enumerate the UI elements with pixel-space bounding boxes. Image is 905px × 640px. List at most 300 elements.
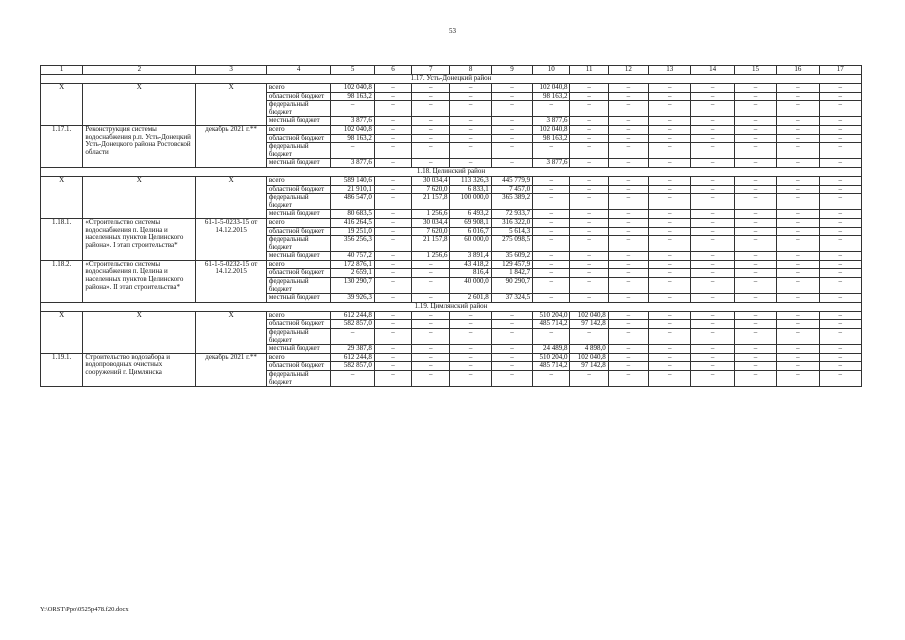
amount-cell: – bbox=[777, 185, 819, 194]
amount-cell: 37 324,5 bbox=[491, 294, 532, 303]
amount-cell: – bbox=[570, 101, 608, 117]
amount-cell: 485 714,2 bbox=[533, 320, 570, 329]
amount-cell: – bbox=[649, 143, 691, 159]
amount-cell: – bbox=[819, 117, 861, 126]
amount-cell: – bbox=[649, 159, 691, 168]
table-row bbox=[41, 125, 862, 134]
budget-source-label: всего bbox=[266, 125, 331, 134]
amount-cell: – bbox=[374, 353, 411, 362]
amount-cell: 485 714,2 bbox=[533, 362, 570, 371]
budget-source-label: областной бюджет bbox=[266, 92, 331, 101]
budget-source-label: областной бюджет bbox=[266, 185, 331, 194]
amount-cell: 1 842,7 bbox=[491, 269, 532, 278]
amount-cell: 21 157,8 bbox=[412, 236, 450, 252]
column-number-cell: 7 bbox=[412, 66, 450, 75]
amount-cell: – bbox=[608, 194, 648, 210]
column-number-cell: 4 bbox=[266, 66, 331, 75]
amount-cell: 35 609,2 bbox=[491, 252, 532, 261]
amount-cell: – bbox=[450, 125, 491, 134]
amount-cell: 172 876,1 bbox=[331, 260, 374, 269]
amount-cell: – bbox=[777, 236, 819, 252]
budget-table bbox=[40, 65, 862, 387]
amount-cell: – bbox=[819, 159, 861, 168]
amount-cell: – bbox=[608, 125, 648, 134]
budget-source-label: местный бюджет bbox=[266, 117, 331, 126]
amount-cell: – bbox=[570, 176, 608, 185]
amount-cell: – bbox=[777, 210, 819, 219]
amount-cell: – bbox=[374, 311, 411, 320]
amount-cell: – bbox=[374, 159, 411, 168]
table-row bbox=[41, 218, 862, 227]
amount-cell: – bbox=[570, 84, 608, 93]
item-name: Строительство водозабора и водопроводных очистных сооружений г. Цимлянска bbox=[83, 353, 196, 386]
budget-source-label: федеральный бюджет bbox=[266, 371, 331, 387]
amount-cell: – bbox=[412, 260, 450, 269]
amount-cell: – bbox=[734, 159, 776, 168]
amount-cell: – bbox=[570, 329, 608, 345]
item-number: 1.17.1. bbox=[41, 125, 83, 167]
amount-cell: – bbox=[734, 101, 776, 117]
budget-source-label: федеральный бюджет bbox=[266, 236, 331, 252]
amount-cell: – bbox=[450, 134, 491, 143]
district-title: 1.17. Усть-Донецкий район bbox=[41, 75, 862, 84]
amount-cell: – bbox=[608, 353, 648, 362]
amount-cell: – bbox=[691, 252, 734, 261]
amount-cell: – bbox=[491, 345, 532, 354]
amount-cell: – bbox=[608, 371, 648, 387]
amount-cell: – bbox=[734, 125, 776, 134]
amount-cell: – bbox=[777, 329, 819, 345]
amount-cell: – bbox=[533, 294, 570, 303]
column-number-cell: 6 bbox=[374, 66, 411, 75]
item-name: «Строительство системы водоснабжения п. Целина и населенных пунктов Целинского района». II этап строительства* bbox=[83, 260, 196, 302]
amount-cell: 2 601,8 bbox=[450, 294, 491, 303]
item-number: 1.18.2. bbox=[41, 260, 83, 302]
amount-cell: – bbox=[570, 260, 608, 269]
amount-cell: – bbox=[608, 101, 648, 117]
amount-cell: – bbox=[691, 269, 734, 278]
amount-cell: – bbox=[491, 353, 532, 362]
item-number: 1.18.1. bbox=[41, 218, 83, 260]
amount-cell: – bbox=[734, 117, 776, 126]
item-document: декабрь 2021 г.** bbox=[196, 125, 267, 167]
amount-cell: – bbox=[450, 345, 491, 354]
amount-cell: – bbox=[649, 371, 691, 387]
amount-cell: – bbox=[374, 125, 411, 134]
amount-cell: 129 457,9 bbox=[491, 260, 532, 269]
amount-cell: – bbox=[570, 269, 608, 278]
item-document: декабрь 2021 г.** bbox=[196, 353, 267, 386]
amount-cell: – bbox=[777, 92, 819, 101]
amount-cell: 97 142,8 bbox=[570, 362, 608, 371]
amount-cell: – bbox=[450, 101, 491, 117]
amount-cell: – bbox=[533, 278, 570, 294]
column-number-cell: 2 bbox=[83, 66, 196, 75]
amount-cell: – bbox=[608, 117, 648, 126]
amount-cell: – bbox=[777, 294, 819, 303]
amount-cell: – bbox=[374, 134, 411, 143]
amount-cell: 98 163,2 bbox=[533, 92, 570, 101]
amount-cell: – bbox=[374, 101, 411, 117]
amount-cell: 3 877,6 bbox=[533, 159, 570, 168]
amount-cell: – bbox=[533, 218, 570, 227]
amount-cell: – bbox=[374, 320, 411, 329]
amount-cell: – bbox=[691, 294, 734, 303]
amount-cell: 130 290,7 bbox=[331, 278, 374, 294]
column-number-cell: 12 bbox=[608, 66, 648, 75]
item-document: X bbox=[196, 84, 267, 126]
amount-cell: – bbox=[412, 101, 450, 117]
amount-cell: – bbox=[734, 269, 776, 278]
column-number-cell: 11 bbox=[570, 66, 608, 75]
amount-cell: – bbox=[819, 92, 861, 101]
amount-cell: 98 163,2 bbox=[331, 134, 374, 143]
amount-cell: 510 204,0 bbox=[533, 311, 570, 320]
district-section-row bbox=[41, 75, 862, 84]
amount-cell: 5 614,3 bbox=[491, 227, 532, 236]
amount-cell: – bbox=[649, 353, 691, 362]
amount-cell: 24 489,8 bbox=[533, 345, 570, 354]
amount-cell: 100 000,0 bbox=[450, 194, 491, 210]
amount-cell: – bbox=[608, 143, 648, 159]
amount-cell: – bbox=[777, 84, 819, 93]
amount-cell: – bbox=[533, 143, 570, 159]
amount-cell: – bbox=[649, 252, 691, 261]
budget-source-label: областной бюджет bbox=[266, 362, 331, 371]
budget-source-label: областной бюджет bbox=[266, 134, 331, 143]
amount-cell: – bbox=[412, 371, 450, 387]
item-name: Реконструкция системы водоснабжения р.п. Усть-Донецкий Усть-Донецкого района Ростовской области bbox=[83, 125, 196, 167]
amount-cell: – bbox=[412, 345, 450, 354]
amount-cell: – bbox=[450, 353, 491, 362]
amount-cell: – bbox=[374, 252, 411, 261]
amount-cell: – bbox=[777, 117, 819, 126]
amount-cell: 416 264,5 bbox=[331, 218, 374, 227]
budget-source-label: всего bbox=[266, 260, 331, 269]
amount-cell: – bbox=[734, 353, 776, 362]
amount-cell: 102 040,8 bbox=[331, 125, 374, 134]
amount-cell: 40 000,0 bbox=[450, 278, 491, 294]
amount-cell: – bbox=[649, 269, 691, 278]
amount-cell: – bbox=[608, 185, 648, 194]
amount-cell: – bbox=[412, 125, 450, 134]
amount-cell: – bbox=[691, 125, 734, 134]
amount-cell: 6 016,7 bbox=[450, 227, 491, 236]
amount-cell: 6 833,1 bbox=[450, 185, 491, 194]
amount-cell: 612 244,8 bbox=[331, 353, 374, 362]
amount-cell: 510 204,0 bbox=[533, 353, 570, 362]
amount-cell: – bbox=[491, 143, 532, 159]
column-number-cell: 14 bbox=[691, 66, 734, 75]
district-section-row bbox=[41, 302, 862, 311]
amount-cell: – bbox=[570, 278, 608, 294]
amount-cell: – bbox=[649, 345, 691, 354]
amount-cell: – bbox=[819, 84, 861, 93]
amount-cell: – bbox=[491, 362, 532, 371]
amount-cell: – bbox=[374, 194, 411, 210]
table-row bbox=[41, 311, 862, 320]
budget-source-label: областной бюджет bbox=[266, 227, 331, 236]
amount-cell: 6 493,2 bbox=[450, 210, 491, 219]
amount-cell: – bbox=[608, 311, 648, 320]
amount-cell: – bbox=[691, 210, 734, 219]
amount-cell: 612 244,8 bbox=[331, 311, 374, 320]
column-number-cell: 8 bbox=[450, 66, 491, 75]
amount-cell: – bbox=[608, 176, 648, 185]
item-document: 61-1-5-0232-15 от 14.12.2015 bbox=[196, 260, 267, 302]
amount-cell: – bbox=[570, 252, 608, 261]
amount-cell: 40 757,2 bbox=[331, 252, 374, 261]
column-number-cell: 13 bbox=[649, 66, 691, 75]
column-number-cell: 1 bbox=[41, 66, 83, 75]
amount-cell: – bbox=[691, 353, 734, 362]
amount-cell: – bbox=[570, 218, 608, 227]
amount-cell: – bbox=[777, 371, 819, 387]
amount-cell: – bbox=[734, 84, 776, 93]
amount-cell: – bbox=[819, 236, 861, 252]
amount-cell: – bbox=[570, 185, 608, 194]
amount-cell: – bbox=[450, 84, 491, 93]
amount-cell: – bbox=[412, 294, 450, 303]
amount-cell: – bbox=[412, 362, 450, 371]
amount-cell: – bbox=[777, 345, 819, 354]
amount-cell: 60 000,0 bbox=[450, 236, 491, 252]
item-document: 61-1-5-0233-15 от 14.12.2015 bbox=[196, 218, 267, 260]
amount-cell: – bbox=[649, 294, 691, 303]
amount-cell: – bbox=[374, 210, 411, 219]
budget-source-label: областной бюджет bbox=[266, 320, 331, 329]
amount-cell: 113 326,3 bbox=[450, 176, 491, 185]
amount-cell: 69 908,1 bbox=[450, 218, 491, 227]
amount-cell: – bbox=[450, 320, 491, 329]
amount-cell: 2 659,1 bbox=[331, 269, 374, 278]
amount-cell: – bbox=[819, 294, 861, 303]
amount-cell: 582 857,0 bbox=[331, 362, 374, 371]
budget-source-label: федеральный бюджет bbox=[266, 101, 331, 117]
amount-cell: – bbox=[734, 194, 776, 210]
amount-cell: – bbox=[649, 117, 691, 126]
amount-cell: – bbox=[819, 278, 861, 294]
amount-cell: – bbox=[777, 252, 819, 261]
budget-source-label: федеральный бюджет bbox=[266, 329, 331, 345]
amount-cell: – bbox=[374, 227, 411, 236]
amount-cell: 21 910,1 bbox=[331, 185, 374, 194]
amount-cell: – bbox=[734, 176, 776, 185]
amount-cell: – bbox=[691, 311, 734, 320]
amount-cell: – bbox=[819, 353, 861, 362]
amount-cell: – bbox=[412, 117, 450, 126]
amount-cell: – bbox=[450, 329, 491, 345]
amount-cell: – bbox=[649, 210, 691, 219]
amount-cell: – bbox=[374, 236, 411, 252]
amount-cell: – bbox=[691, 278, 734, 294]
column-number-cell: 3 bbox=[196, 66, 267, 75]
amount-cell: 98 163,2 bbox=[533, 134, 570, 143]
amount-cell: – bbox=[412, 311, 450, 320]
amount-cell: – bbox=[533, 227, 570, 236]
footer-filepath: Y:\ORST\Ppo\0525p478.f20.docx bbox=[40, 606, 129, 613]
amount-cell: 589 140,6 bbox=[331, 176, 374, 185]
amount-cell: 7 457,0 bbox=[491, 185, 532, 194]
amount-cell: 102 040,8 bbox=[570, 311, 608, 320]
amount-cell: – bbox=[691, 134, 734, 143]
amount-cell: – bbox=[533, 210, 570, 219]
amount-cell: – bbox=[691, 194, 734, 210]
amount-cell: – bbox=[691, 236, 734, 252]
page-number: 53 bbox=[449, 27, 456, 35]
amount-cell: 356 256,3 bbox=[331, 236, 374, 252]
amount-cell: – bbox=[608, 236, 648, 252]
amount-cell: 3 891,4 bbox=[450, 252, 491, 261]
amount-cell: – bbox=[412, 269, 450, 278]
amount-cell: – bbox=[777, 278, 819, 294]
amount-cell: 72 933,7 bbox=[491, 210, 532, 219]
amount-cell: – bbox=[819, 329, 861, 345]
amount-cell: – bbox=[608, 362, 648, 371]
amount-cell: – bbox=[374, 362, 411, 371]
amount-cell: – bbox=[819, 320, 861, 329]
amount-cell: – bbox=[734, 362, 776, 371]
amount-cell: – bbox=[649, 101, 691, 117]
amount-cell: – bbox=[819, 362, 861, 371]
amount-cell: – bbox=[374, 218, 411, 227]
amount-cell: – bbox=[570, 210, 608, 219]
amount-cell: – bbox=[570, 143, 608, 159]
amount-cell: – bbox=[608, 134, 648, 143]
amount-cell: – bbox=[777, 311, 819, 320]
budget-source-label: всего bbox=[266, 353, 331, 362]
budget-source-label: федеральный бюджет bbox=[266, 143, 331, 159]
amount-cell: 7 620,0 bbox=[412, 227, 450, 236]
amount-cell: – bbox=[570, 227, 608, 236]
budget-source-label: местный бюджет bbox=[266, 294, 331, 303]
column-number-header bbox=[41, 66, 862, 75]
amount-cell: – bbox=[491, 101, 532, 117]
amount-cell: – bbox=[649, 227, 691, 236]
amount-cell: – bbox=[649, 194, 691, 210]
table-row bbox=[41, 176, 862, 185]
amount-cell: – bbox=[734, 185, 776, 194]
amount-cell: – bbox=[777, 134, 819, 143]
amount-cell: 43 418,2 bbox=[450, 260, 491, 269]
amount-cell: – bbox=[691, 320, 734, 329]
amount-cell: – bbox=[819, 311, 861, 320]
item-document: X bbox=[196, 311, 267, 353]
district-title: 1.19. Цимлянский район bbox=[41, 302, 862, 311]
amount-cell: – bbox=[819, 185, 861, 194]
amount-cell: – bbox=[734, 218, 776, 227]
amount-cell: – bbox=[412, 329, 450, 345]
amount-cell: – bbox=[374, 143, 411, 159]
amount-cell: – bbox=[374, 269, 411, 278]
amount-cell: – bbox=[649, 218, 691, 227]
amount-cell: 365 389,2 bbox=[491, 194, 532, 210]
amount-cell: 80 683,5 bbox=[331, 210, 374, 219]
amount-cell: 3 877,6 bbox=[331, 159, 374, 168]
amount-cell: – bbox=[608, 227, 648, 236]
amount-cell: – bbox=[777, 260, 819, 269]
amount-cell: – bbox=[608, 260, 648, 269]
amount-cell: – bbox=[570, 117, 608, 126]
amount-cell: – bbox=[608, 269, 648, 278]
district-title: 1.18. Целинский район bbox=[41, 167, 862, 176]
amount-cell: – bbox=[491, 311, 532, 320]
amount-cell: – bbox=[734, 236, 776, 252]
amount-cell: 29 387,8 bbox=[331, 345, 374, 354]
amount-cell: – bbox=[412, 92, 450, 101]
amount-cell: – bbox=[450, 362, 491, 371]
amount-cell: – bbox=[691, 260, 734, 269]
amount-cell: – bbox=[570, 236, 608, 252]
amount-cell: – bbox=[412, 320, 450, 329]
amount-cell: – bbox=[734, 210, 776, 219]
column-number-cell: 17 bbox=[819, 66, 861, 75]
district-section-row bbox=[41, 167, 862, 176]
table-row bbox=[41, 260, 862, 269]
item-document: X bbox=[196, 176, 267, 218]
amount-cell: – bbox=[734, 252, 776, 261]
amount-cell: – bbox=[412, 278, 450, 294]
amount-cell: – bbox=[450, 371, 491, 387]
budget-source-label: местный бюджет bbox=[266, 345, 331, 354]
amount-cell: – bbox=[450, 117, 491, 126]
amount-cell: 275 098,5 bbox=[491, 236, 532, 252]
amount-cell: – bbox=[450, 143, 491, 159]
amount-cell: – bbox=[777, 320, 819, 329]
amount-cell: – bbox=[819, 218, 861, 227]
item-number: X bbox=[41, 176, 83, 218]
amount-cell: – bbox=[491, 134, 532, 143]
amount-cell: – bbox=[734, 134, 776, 143]
amount-cell: – bbox=[691, 362, 734, 371]
amount-cell: – bbox=[331, 101, 374, 117]
amount-cell: 97 142,8 bbox=[570, 320, 608, 329]
amount-cell: – bbox=[649, 134, 691, 143]
amount-cell: – bbox=[450, 92, 491, 101]
amount-cell: – bbox=[649, 329, 691, 345]
amount-cell: – bbox=[533, 236, 570, 252]
amount-cell: 102 040,8 bbox=[570, 353, 608, 362]
budget-source-label: местный бюджет bbox=[266, 159, 331, 168]
amount-cell: – bbox=[734, 320, 776, 329]
amount-cell: – bbox=[412, 134, 450, 143]
amount-cell: – bbox=[691, 117, 734, 126]
amount-cell: 1 256,6 bbox=[412, 252, 450, 261]
amount-cell: – bbox=[819, 134, 861, 143]
amount-cell: 316 322,0 bbox=[491, 218, 532, 227]
item-name: «Строительство системы водоснабжения п. Целина и населенных пунктов Целинского района». I этап строительства* bbox=[83, 218, 196, 260]
column-number-cell: 16 bbox=[777, 66, 819, 75]
amount-cell: – bbox=[734, 345, 776, 354]
amount-cell: – bbox=[734, 260, 776, 269]
amount-cell: – bbox=[374, 329, 411, 345]
amount-cell: 98 163,2 bbox=[331, 92, 374, 101]
amount-cell: – bbox=[331, 143, 374, 159]
amount-cell: – bbox=[777, 194, 819, 210]
amount-cell: 102 040,8 bbox=[331, 84, 374, 93]
amount-cell: – bbox=[608, 345, 648, 354]
amount-cell: – bbox=[570, 294, 608, 303]
amount-cell: – bbox=[533, 194, 570, 210]
amount-cell: – bbox=[819, 345, 861, 354]
amount-cell: – bbox=[649, 185, 691, 194]
amount-cell: – bbox=[649, 176, 691, 185]
amount-cell: 445 779,9 bbox=[491, 176, 532, 185]
amount-cell: – bbox=[570, 371, 608, 387]
item-number: X bbox=[41, 84, 83, 126]
amount-cell: – bbox=[777, 125, 819, 134]
table-row bbox=[41, 84, 862, 93]
